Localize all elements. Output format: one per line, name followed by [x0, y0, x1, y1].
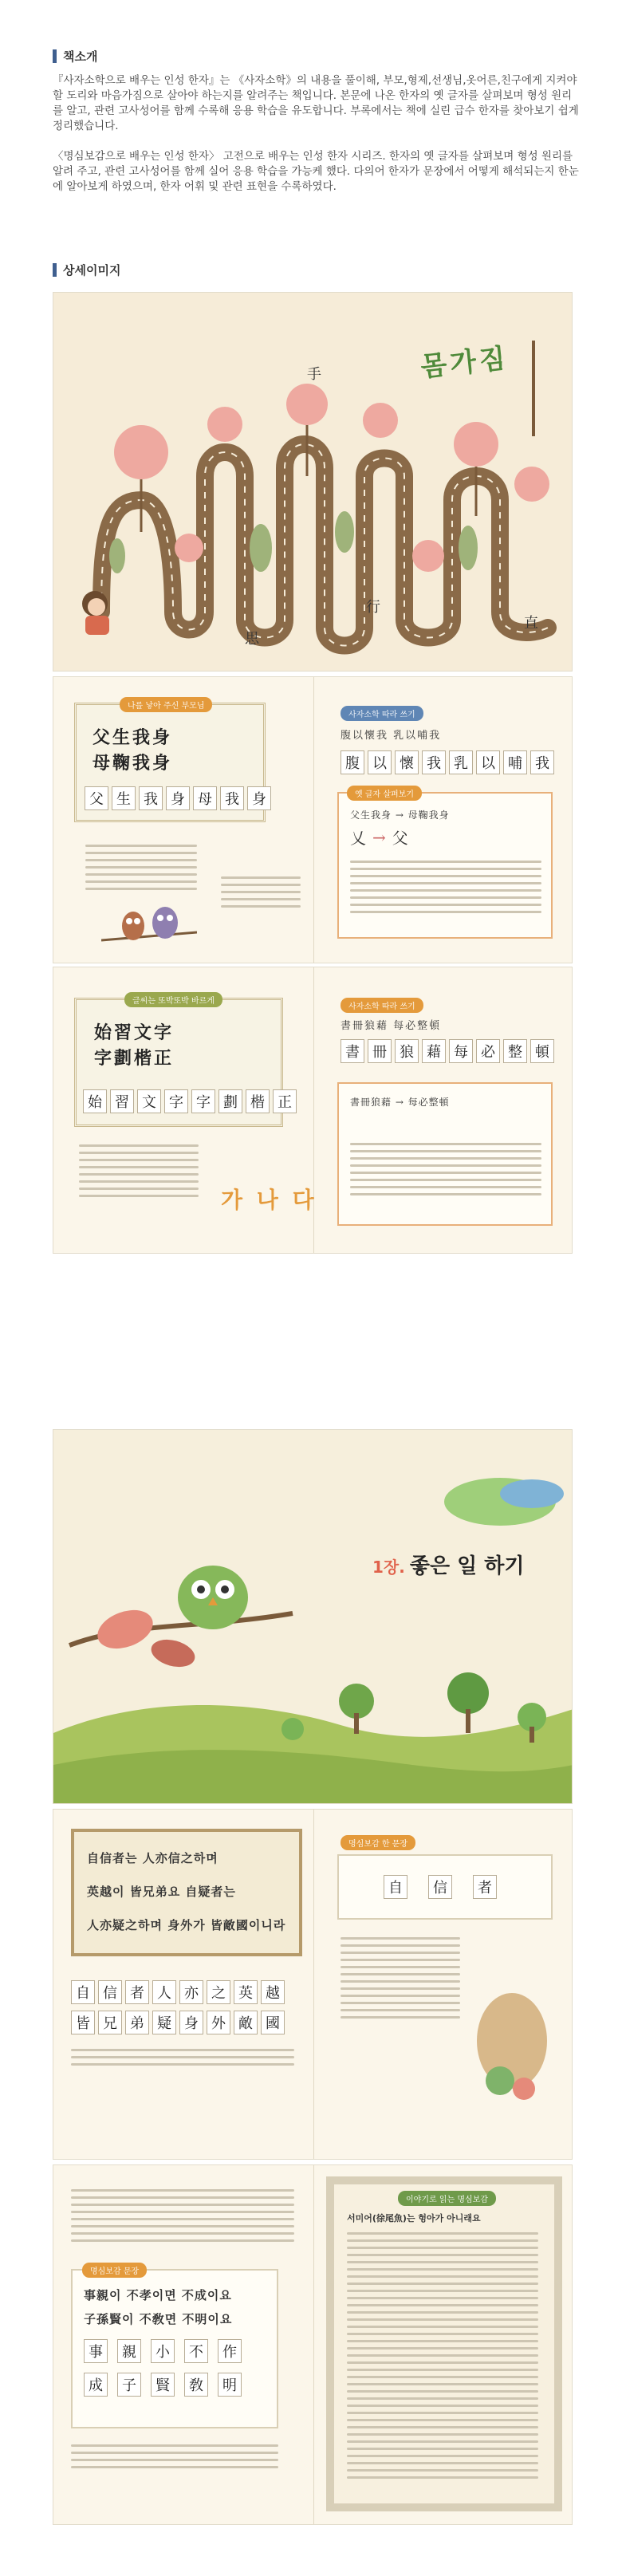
left-proverb-line-1: 事親이 不孝이면 不成이요: [84, 2288, 232, 2302]
floating-hanja-2: 思: [245, 631, 264, 648]
ancient-char: 乂: [350, 829, 366, 848]
grid-cell: 我: [220, 786, 244, 810]
spread-fold: [313, 677, 314, 963]
grid-cell: 習: [110, 1089, 134, 1113]
detail-image-chapter-opener: [53, 1429, 573, 1804]
grid-cell: 頓: [530, 1039, 554, 1063]
grid-cell: 自: [71, 1980, 95, 2004]
left-board-line-1: 始習文字: [94, 1022, 175, 1043]
info-box-tag: 옛 글자 살펴보기: [347, 786, 422, 801]
left-board-tag: 글씨는 또박또박 바르게: [124, 992, 222, 1007]
chapter-title-block: [372, 1550, 525, 1579]
detail-image-study-spread-2: [53, 967, 573, 1254]
info-box-body: [350, 1143, 541, 1200]
left-body-text-2: [221, 876, 301, 912]
grid-cell: 書: [341, 1039, 364, 1063]
grid-cell: 藉: [422, 1039, 446, 1063]
detail-image-reading-spread: [53, 2164, 573, 2525]
left-proverb-grid-1: [84, 2339, 242, 2363]
left-board-grid: [85, 786, 271, 810]
grid-cell: 身: [166, 786, 190, 810]
hand-illustration: [468, 1969, 556, 2105]
chapter-number: 1장.: [372, 1558, 405, 1577]
chapter-illustration: [53, 1430, 573, 1804]
grid-cell: 者: [473, 1875, 497, 1899]
right-page-grid: [341, 1039, 554, 1063]
left-proverb-box: [71, 2269, 278, 2428]
detail-image-title-spread: [53, 292, 573, 672]
scroll-line-3: 人亦疑之하며 身外가 皆敵國이니라: [87, 1918, 286, 1932]
left-board-grid: [83, 1089, 297, 1113]
right-page-tag: 사자소학 따라 쓰기: [341, 998, 423, 1013]
right-page-tag: 사자소학 따라 쓰기: [341, 706, 423, 721]
grid-cell: 每: [449, 1039, 473, 1063]
floating-hanja-3: 行: [366, 599, 385, 616]
scroll-panel: [71, 1829, 302, 1956]
right-page-main: 書冊狼藉 每必整頓: [341, 1020, 442, 1032]
grid-cell: 乳: [449, 750, 473, 774]
left-proverb-line-2: 子孫賢이 不敎면 不明이요: [84, 2312, 233, 2326]
left-board-line-1: 父生我身: [93, 727, 173, 748]
left-body-text: [79, 1144, 199, 1202]
grid-cell: 事: [84, 2339, 108, 2363]
book-intro-text: [53, 73, 579, 210]
grid-cell: 以: [368, 750, 392, 774]
title-art-text: 몸가짐: [419, 342, 510, 384]
grid-cell: 懷: [395, 750, 419, 774]
grid-cell: 成: [84, 2373, 108, 2397]
heading-bar: [53, 263, 57, 277]
grid-cell: 字: [191, 1089, 215, 1113]
left-board-line-2: 字劃楷正: [94, 1048, 175, 1069]
detail-image-study-spread-1: [53, 676, 573, 963]
right-page-tag: 명심보감 한 문장: [341, 1835, 415, 1850]
book-intro-paragraph-2: 〈명심보감으로 배우는 인성 한자〉 고전으로 배우는 인성 한자 시리즈. 한자의 옛 글자를 살펴보며 형성 원리를 알려 주고, 관련 고사성어를 함께 실어 응용 학습을 가능케 했다. 다의어 한자가 문장에서 어떻게 해석되는지 한눈에 알아보게 하였으며, 한자 어휘 및 관련 표현을 수록하였다.: [53, 150, 579, 193]
left-body-text: [71, 2189, 294, 2247]
grid-cell: 生: [112, 786, 136, 810]
right-page-grid: [341, 750, 554, 774]
grid-cell: 者: [125, 1980, 149, 2004]
grid-cell: 哺: [503, 750, 527, 774]
grid-cell: 狼: [395, 1039, 419, 1063]
kana-art-text: 가 나 다: [221, 1187, 317, 1213]
grid-cell: 母: [193, 786, 217, 810]
grid-cell: 文: [137, 1089, 161, 1113]
grid-cell: 自: [384, 1875, 407, 1899]
info-box-line: 書冊狼藉 → 每必整頓: [350, 1097, 450, 1108]
grid-cell: 親: [117, 2339, 141, 2363]
grid-cell: 皆: [71, 2011, 95, 2034]
left-hanja-board: [74, 997, 292, 1127]
proverb-grid-row-1: [71, 1980, 285, 2004]
grid-cell: 整: [503, 1039, 527, 1063]
grid-cell: 必: [476, 1039, 500, 1063]
proverb-grid-row-2: [71, 2011, 285, 2034]
left-proverb-grid-2: [84, 2373, 242, 2397]
grid-cell: 英: [234, 1980, 258, 2004]
book-intro-heading: [53, 48, 97, 65]
left-body-text: [85, 845, 197, 895]
grid-cell: 信: [428, 1875, 452, 1899]
grid-cell: 小: [151, 2339, 175, 2363]
detail-image-proverb-spread: [53, 1809, 573, 2160]
right-hanja-box: [337, 1854, 553, 1920]
arrow-icon: →: [372, 827, 386, 847]
spread-fold: [313, 1810, 314, 2159]
grid-cell: 弟: [125, 2011, 149, 2034]
grid-cell: 楷: [246, 1089, 270, 1113]
grid-cell: 信: [98, 1980, 122, 2004]
grid-cell: 父: [85, 786, 108, 810]
detail-images-heading: [53, 262, 120, 278]
grid-cell: 劃: [218, 1089, 242, 1113]
heading-bar: [53, 49, 57, 63]
grid-cell: 始: [83, 1089, 107, 1113]
spread-fold: [313, 2165, 314, 2524]
right-page-main: 腹以懷我 乳以哺我: [341, 730, 442, 742]
grid-cell: 疑: [152, 2011, 176, 2034]
grid-cell: 亦: [179, 1980, 203, 2004]
scroll-line-2: 英越이 皆兄弟요 自疑者는: [87, 1885, 236, 1899]
floating-hanja-1: 手: [307, 366, 326, 383]
left-proverb-tag: 명심보감 문장: [82, 2263, 147, 2278]
grid-cell: 身: [179, 2011, 203, 2034]
grid-cell: 字: [164, 1089, 188, 1113]
grid-cell: 之: [207, 1980, 230, 2004]
detail-images-title: 상세이미지: [63, 263, 121, 278]
grid-cell: 身: [247, 786, 271, 810]
grid-cell: 腹: [341, 750, 364, 774]
chapter-title: 좋은 일 하기: [409, 1554, 525, 1578]
grid-cell: 冊: [368, 1039, 392, 1063]
book-intro-paragraph-1: 『사자소학으로 배우는 인성 한자』는 《사자소학》의 내용을 풀이해, 부모,형제,선생님,옷어른,친구에게 지켜야 할 도리와 마음가짐으로 살아야 하는지를 알려주는 책입니다. 본문에 나온 한자의 옛 글자를 살펴보며 형성 원리를 알고, 관련 고사성어를 함께 수록해 응용 학습을 유도합니다. 부록에서는 책에 실린 급수 한자를 찾아보기 쉽게 정리했습니다.: [53, 74, 579, 132]
info-box-evolution: [350, 825, 408, 849]
modern-char: 父: [392, 829, 408, 848]
grid-cell: 兄: [98, 2011, 122, 2034]
grid-cell: 國: [261, 2011, 285, 2034]
grid-cell: 越: [261, 1980, 285, 2004]
info-box-line: 父生我身 → 母鞠我身: [350, 809, 450, 821]
grid-cell: 敎: [184, 2373, 208, 2397]
story-tag: 이야기로 읽는 명심보감: [398, 2191, 496, 2206]
info-box-body: [350, 861, 541, 918]
grid-cell: 以: [476, 750, 500, 774]
grid-cell: 我: [530, 750, 554, 774]
left-board-line-2: 母鞠我身: [93, 753, 173, 774]
book-intro-title: 책소개: [63, 49, 98, 64]
grid-cell: 我: [139, 786, 163, 810]
grid-cell: 正: [273, 1089, 297, 1113]
grid-cell: 不: [184, 2339, 208, 2363]
grid-cell: 作: [218, 2339, 242, 2363]
grid-cell: 子: [117, 2373, 141, 2397]
story-frame: [326, 2176, 562, 2511]
right-page-info-box: [337, 1082, 553, 1226]
floating-hanja-4: 直: [524, 615, 543, 632]
left-body-text: [71, 2049, 294, 2070]
left-hanja-board: [74, 703, 266, 822]
grid-cell: 我: [422, 750, 446, 774]
owl-branch-illustration: [101, 892, 197, 956]
right-body-text: [341, 1937, 460, 2023]
grid-cell: 人: [152, 1980, 176, 2004]
story-title: 서미어(徐尾魚)는 헝아가 아니래요: [347, 2213, 481, 2223]
left-footnote-text: [71, 2444, 278, 2473]
right-hanja-grid: [384, 1875, 497, 1899]
left-board-tag: 나를 낳아 주신 부모님: [120, 697, 212, 712]
scroll-line-1: 自信者는 人亦信之하며: [87, 1851, 218, 1865]
grid-cell: 賢: [151, 2373, 175, 2397]
right-page-info-box: [337, 792, 553, 939]
grid-cell: 外: [207, 2011, 230, 2034]
grid-cell: 敵: [234, 2011, 258, 2034]
story-body: [347, 2232, 538, 2483]
grid-cell: 明: [218, 2373, 242, 2397]
